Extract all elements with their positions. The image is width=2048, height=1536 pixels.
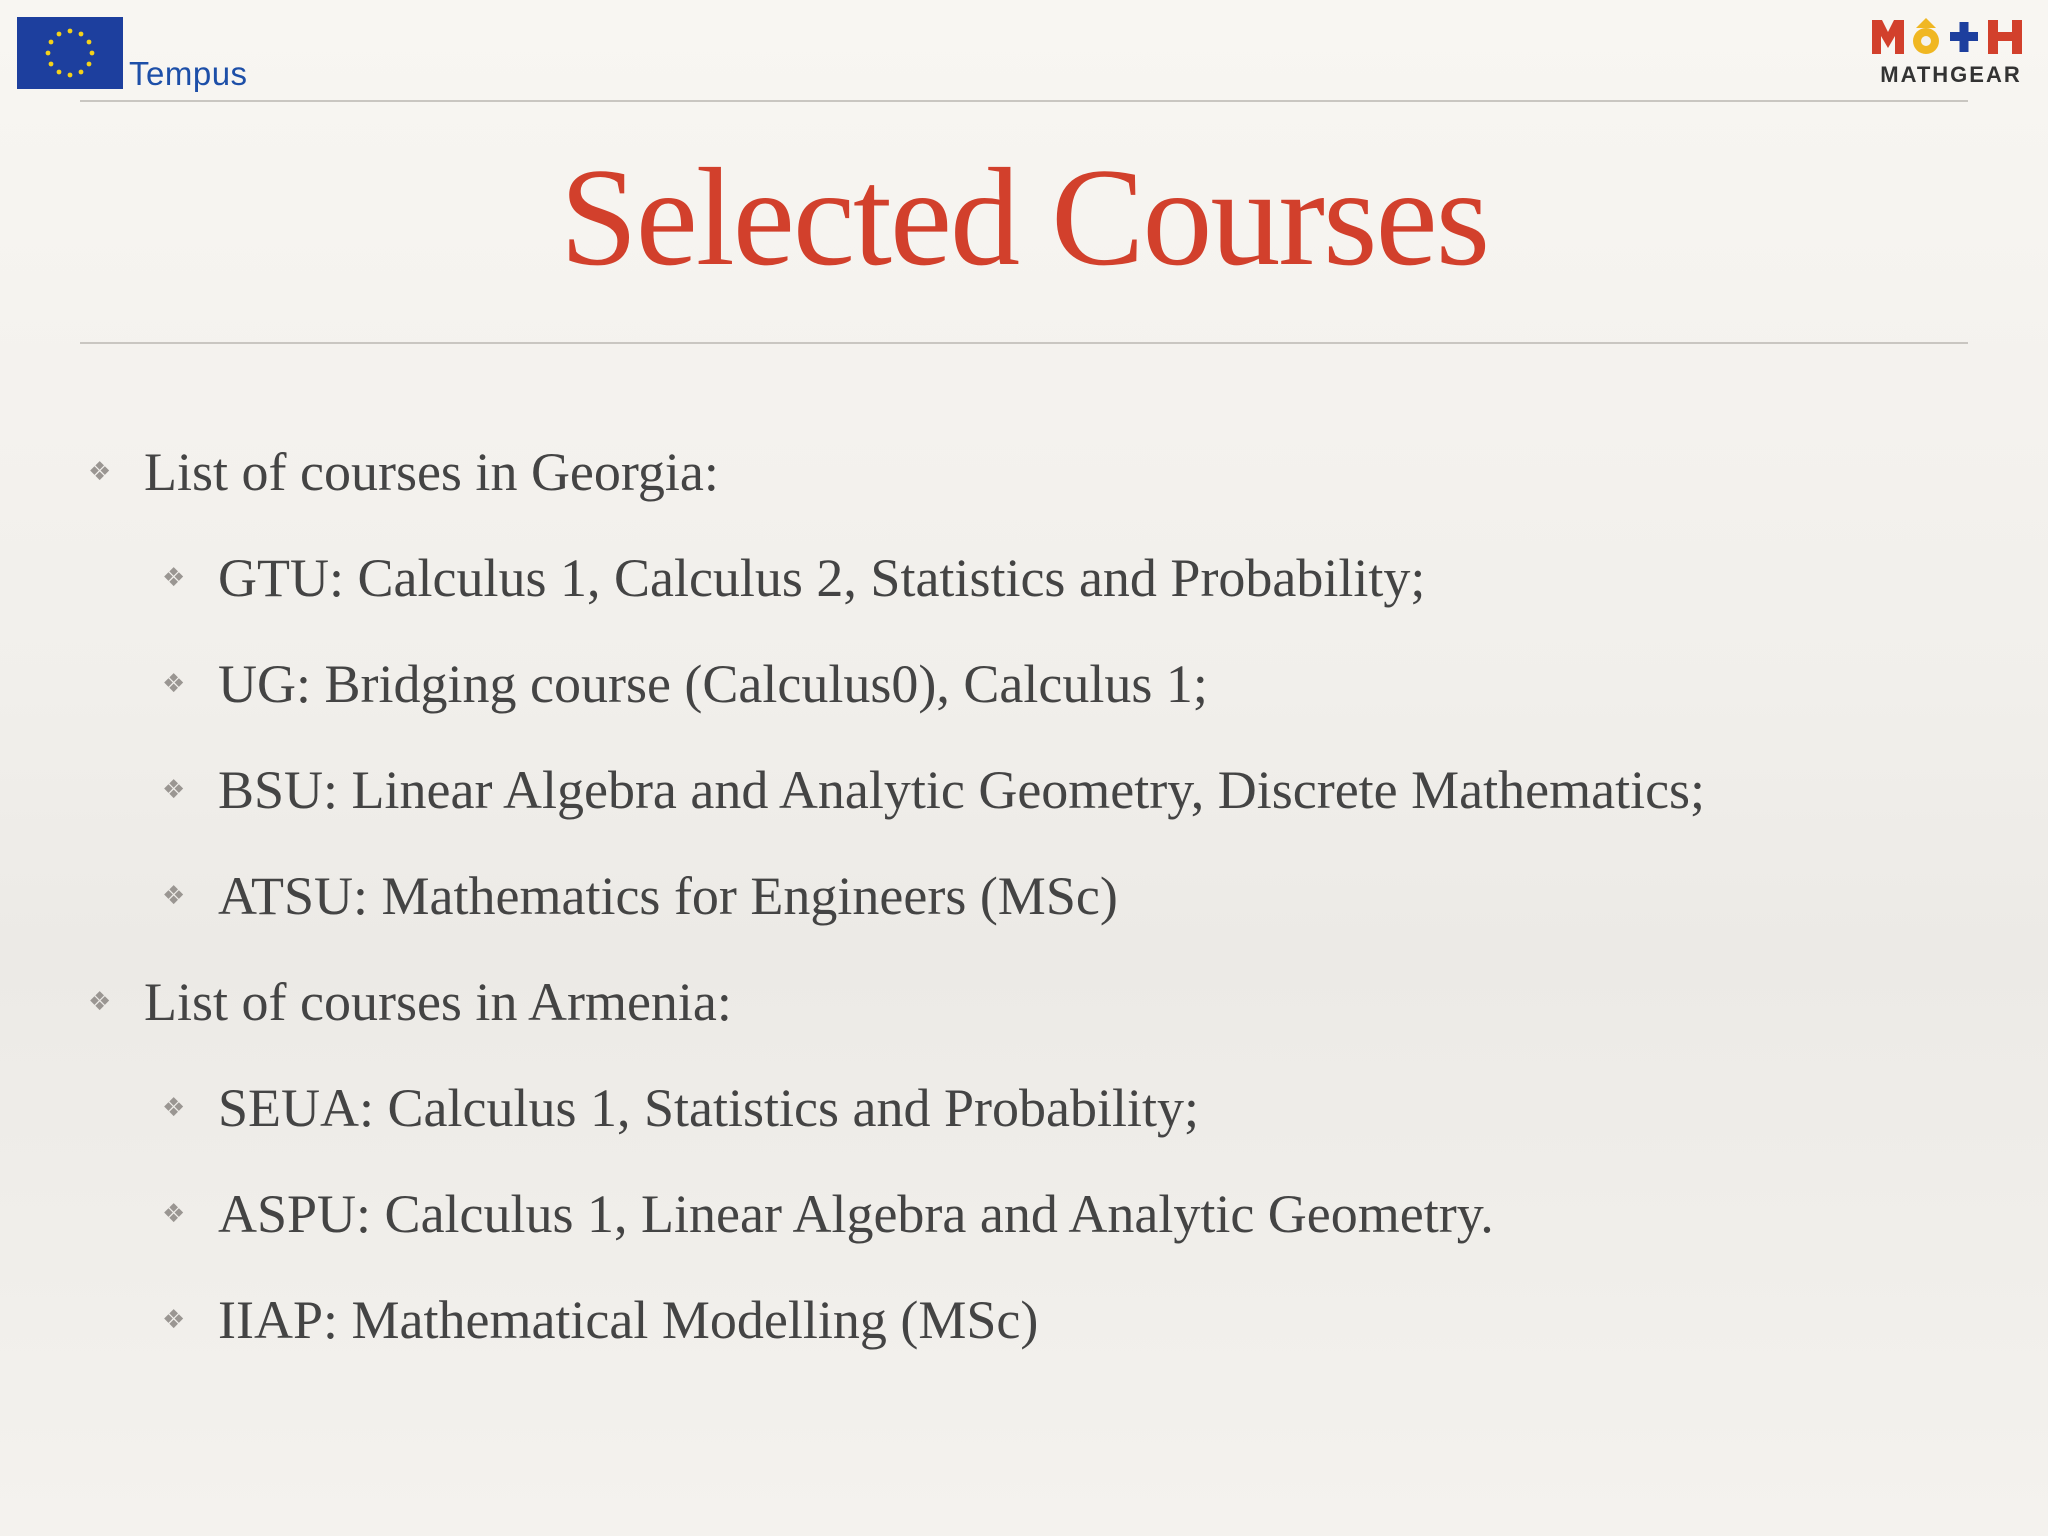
mathgear-logo <box>1866 14 2036 90</box>
fleuron-bullet-icon: ❖ <box>162 1199 186 1229</box>
list-item-text: ATSU: Mathematics for Engineers (MSc) <box>218 866 1118 926</box>
section-heading-georgia <box>88 442 719 502</box>
tempus-wordmark: Tempus <box>129 55 248 92</box>
list-item-text: BSU: Linear Algebra and Analytic Geometry, Discrete Mathematics; <box>218 760 1706 820</box>
list-item <box>162 654 1208 714</box>
list-item-text: IIAP: Mathematical Modelling (MSc) <box>218 1290 1039 1350</box>
list-item-text: SEUA: Calculus 1, Statistics and Probability; <box>218 1078 1199 1138</box>
list-item-text: ASPU: Calculus 1, Linear Algebra and Analytic Geometry. <box>218 1184 1494 1244</box>
header-divider <box>80 100 1968 102</box>
list-item <box>162 1078 1199 1138</box>
list-item <box>162 1290 1039 1350</box>
list-item <box>162 866 1118 926</box>
fleuron-bullet-icon: ❖ <box>88 987 112 1017</box>
fleuron-bullet-icon: ❖ <box>162 563 186 593</box>
list-item <box>162 760 1706 820</box>
fleuron-bullet-icon: ❖ <box>162 881 186 911</box>
fleuron-bullet-icon: ❖ <box>162 669 186 699</box>
eu-flag-icon <box>17 17 123 89</box>
mathgear-wordmark: MATHGEAR <box>1880 62 2022 87</box>
fleuron-bullet-icon: ❖ <box>162 1305 186 1335</box>
fleuron-bullet-icon: ❖ <box>162 1093 186 1123</box>
list-item-text: UG: Bridging course (Calculus0), Calculus 1; <box>218 654 1208 714</box>
list-item-text: GTU: Calculus 1, Calculus 2, Statistics and Probability; <box>218 548 1426 608</box>
tempus-logo <box>17 17 257 97</box>
section-label: List of courses in Georgia: <box>144 442 719 502</box>
fleuron-bullet-icon: ❖ <box>88 457 112 487</box>
list-item <box>162 548 1426 608</box>
title-divider <box>80 342 1968 344</box>
section-label: List of courses in Armenia: <box>144 972 732 1032</box>
list-item <box>162 1184 1494 1244</box>
section-heading-armenia <box>88 972 732 1032</box>
math-letters-icon <box>1866 14 2036 60</box>
fleuron-bullet-icon: ❖ <box>162 775 186 805</box>
slide-title: Selected Courses <box>559 140 1489 295</box>
